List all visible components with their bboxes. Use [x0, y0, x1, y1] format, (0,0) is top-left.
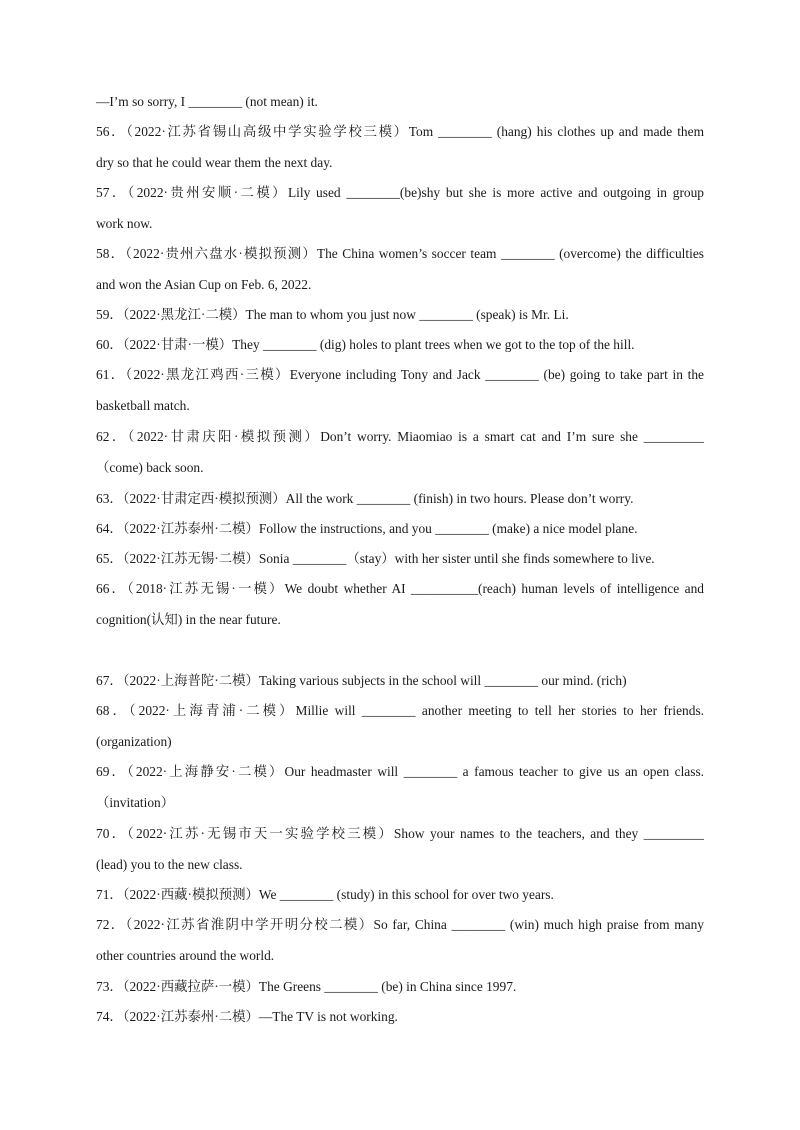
question-73-line: 73．（2022·西藏拉萨·一模）The Greens ________ (be) in China since 1997.: [96, 979, 517, 994]
question-61-line-1: 61．（2022·黑龙江鸡西·三模）Everyone including Tony and Jack ________ (be) going to take part in the: [96, 367, 704, 382]
question-66-line-2: cognition(认知) in the near future.: [96, 612, 281, 627]
question-58-line-2: and won the Asian Cup on Feb. 6, 2022.: [96, 277, 312, 292]
question-69-line-1: 69．（2022·上海静安·二模）Our headmaster will ________ a famous teacher to give us an open class.: [96, 764, 704, 779]
question-68-line-1: 68．（2022·上海青浦·二模）Millie will ________ another meeting to tell her stories to her friends.: [96, 703, 704, 718]
question-61-line-2: basketball match.: [96, 398, 190, 413]
question-56-line-1: 56．（2022·江苏省锡山高级中学实验学校三模）Tom ________ (hang) his clothes up and made them: [96, 124, 704, 139]
question-74-line: 74．（2022·江苏泰州·二模）—The TV is not working.: [96, 1009, 398, 1024]
question-60-line: 60．（2022·甘肃·一模）They ________ (dig) holes to plant trees when we got to the top of the hill.: [96, 337, 635, 352]
question-64-line: 64．（2022·江苏泰州·二模）Follow the instructions, and you ________ (make) a nice model plane.: [96, 521, 638, 536]
question-68-line-2: (organization): [96, 734, 172, 749]
question-70-line-2: (lead) you to the new class.: [96, 857, 243, 872]
question-71-line: 71．（2022·西藏·模拟预测）We ________ (study) in this school for over two years.: [96, 887, 554, 902]
question-67-line: 67．（2022·上海普陀·二模）Taking various subjects in the school will ________ our mind. (rich): [96, 673, 627, 688]
question-72-line-1: 72．（2022·江苏省淮阴中学开明分校二模）So far, China ________ (win) much high praise from many: [96, 917, 704, 932]
question-69-line-2: （invitation）: [96, 795, 175, 810]
question-59-line: 59．（2022·黑龙江·二模）The man to whom you just now ________ (speak) is Mr. Li.: [96, 307, 569, 322]
question-56-line-2: dry so that he could wear them the next day.: [96, 155, 333, 170]
question-72-line-2: other countries around the world.: [96, 948, 275, 963]
intro-line: —I’m so sorry, I ________ (not mean) it.: [96, 94, 318, 109]
question-63-line: 63．（2022·甘肃定西·模拟预测）All the work ________ (finish) in two hours. Please don’t worry.: [96, 491, 634, 506]
question-65-line: 65．（2022·江苏无锡·二模）Sonia ________（stay）with her sister until she finds somewhere to live.: [96, 551, 655, 566]
question-58-line-1: 58．（2022·贵州六盘水·模拟预测）The China women’s soccer team ________ (overcome) the difficulties: [96, 246, 704, 261]
question-57-line-1: 57．（2022·贵州安顺·二模）Lily used ________(be)shy but she is more active and outgoing in group: [96, 185, 704, 200]
question-70-line-1: 70．（2022·江苏·无锡市天一实验学校三模）Show your names to the teachers, and they _________: [96, 826, 704, 841]
question-62-line-2: （come) back soon.: [96, 460, 204, 475]
question-57-line-2: work now.: [96, 216, 153, 231]
question-62-line-1: 62．（2022·甘肃庆阳·模拟预测）Don’t worry. Miaomiao is a smart cat and I’m sure she _________: [96, 429, 704, 444]
question-66-line-1: 66．（2018·江苏无锡·一模）We doubt whether AI __________(reach) human levels of intelligence and: [96, 581, 704, 596]
